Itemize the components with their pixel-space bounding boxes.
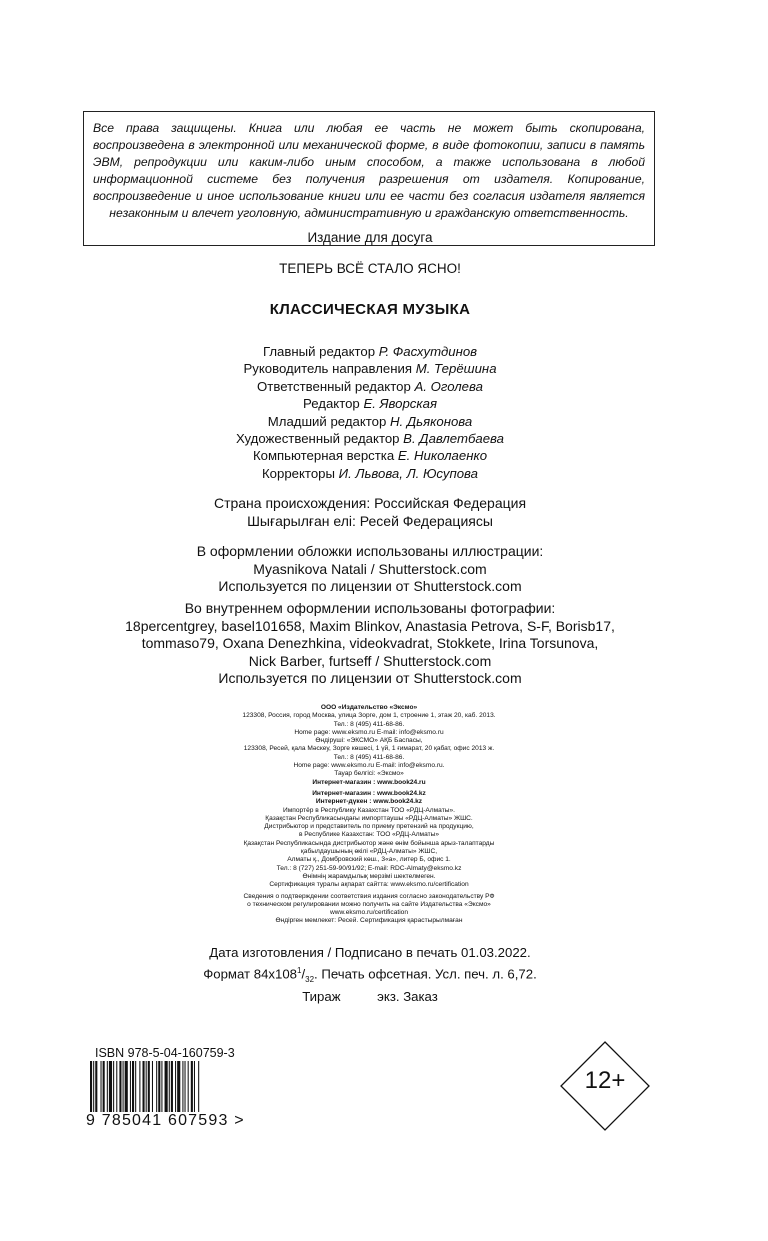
- staff-name: И. Львова, Л. Юсупова: [338, 465, 478, 481]
- publisher-line: Өндіруші: «ЭКСМО» АҚБ Баспасы,: [315, 737, 423, 745]
- cover-credit-line: Myasnikova Natali / Shutterstock.com: [253, 560, 487, 577]
- barcode-bar: [95, 1061, 97, 1116]
- barcode-bar: [169, 1061, 170, 1116]
- barcode-bar: [185, 1061, 186, 1116]
- barcode-bar: [148, 1061, 150, 1116]
- interior-credit-line: Используется по лицензии от Shutterstock.com: [218, 670, 522, 686]
- barcode-bar: [175, 1061, 176, 1116]
- cover-credits: [0, 543, 740, 596]
- book-title: КЛАССИЧЕСКАЯ МУЗЫКА: [269, 301, 471, 318]
- publisher-line: Home page: www.eksmo.ru E-mail: info@eksmo.ru: [294, 728, 444, 736]
- staff-row: [0, 413, 740, 430]
- staff-row: [0, 447, 740, 464]
- format-num: 1: [297, 965, 302, 975]
- staff-list: [0, 343, 740, 482]
- staff-name: М. Терёшина: [415, 361, 497, 377]
- barcode-bar: [177, 1061, 180, 1116]
- staff-name: А. Оголева: [414, 378, 483, 394]
- interior-credit-line: Во внутреннем оформлении использованы фотографии:: [184, 600, 556, 616]
- interior-credit-line: Nick Barber, furtseff / Shutterstock.com: [248, 652, 492, 669]
- publisher-line: Тел.: 8 (495) 411-68-86.: [333, 753, 405, 761]
- cover-credit-line: В оформлении обложки использованы иллюстрации:: [196, 543, 544, 559]
- barcode-bar: [130, 1061, 131, 1116]
- staff-name: Н. Дьяконова: [390, 413, 473, 429]
- barcode-bar: [90, 1061, 92, 1116]
- barcode-digits: 9 785041 607593 >: [86, 1112, 245, 1129]
- print-format: Формат $84x108^1/_{32}$. Печать офсетная. Усл. печ. л. 6,72.: [203, 965, 537, 984]
- staff-role: Главный редактор: [262, 344, 376, 359]
- format-prefix: Формат 84x108: [203, 965, 298, 981]
- barcode-bar: [139, 1061, 140, 1116]
- staff-row: [0, 360, 740, 377]
- staff-role: Компьютерная верстка: [252, 448, 395, 464]
- publisher-line: ООО «Издательство «Эксмо»: [320, 704, 418, 711]
- staff-role: Ответственный редактор: [257, 378, 411, 394]
- publisher-line: www.eksmo.ru/certification: [329, 909, 409, 917]
- publisher-line: Қазақстан Республикасындағы импорттаушы «РДЦ-Алматы» ЖШС.: [265, 814, 473, 822]
- staff-role: Руководитель направления: [243, 361, 413, 377]
- barcode-bar: [119, 1061, 121, 1116]
- barcode-bar: [93, 1061, 94, 1116]
- print-info: [0, 944, 740, 1006]
- barcode-bar: [171, 1061, 173, 1116]
- publisher-line: 123308, Россия, город Москва, улица Зорге, дом 1, строение 1, этаж 20, каб. 2013.: [242, 712, 496, 720]
- barcode-bar: [125, 1061, 128, 1116]
- origin-kz: Шығарылған елі: Ресей Федерациясы: [247, 512, 493, 529]
- format-suffix: . Печать офсетная. Усл. печ. л. 6,72.: [314, 965, 537, 981]
- age-rating: 12+: [584, 1067, 626, 1094]
- staff-row: [0, 465, 740, 482]
- barcode-bar: [182, 1061, 183, 1116]
- barcode-bar: [156, 1061, 157, 1116]
- publisher-line: Сведения о подтверждении соответствия издания согласно законодательству РФ: [243, 892, 495, 900]
- publisher-line: Интернет-магазин : www.book24.ru: [312, 778, 426, 786]
- publisher-line: Интернет-дүкен : www.book24.kz: [315, 798, 423, 806]
- barcode-bar: [152, 1061, 153, 1116]
- staff-row: [0, 395, 740, 412]
- barcode-bar: [165, 1061, 168, 1116]
- isbn-label: ISBN 978-5-04-160759-3: [95, 1046, 235, 1060]
- publisher-line: Интернет-магазин : www.book24.kz: [312, 789, 426, 797]
- interior-credit-line: 18percentgrey, basel101658, Maxim Blinkov, Anastasia Petrova, S-F, Borisb17,: [125, 617, 615, 634]
- barcode-bar: [198, 1061, 199, 1116]
- barcode-bar: [146, 1061, 147, 1116]
- staff-role: Корректоры: [262, 465, 335, 481]
- origin-ru: Страна происхождения: Российская Федерация: [213, 495, 527, 511]
- staff-row: [0, 378, 740, 395]
- barcode-bar: [135, 1061, 136, 1116]
- barcode-bar: [116, 1061, 117, 1116]
- publisher-line: Импортёр в Республику Казахстан ТОО «РДЦ-Алматы».: [283, 806, 455, 814]
- interior-credits: [0, 600, 740, 688]
- staff-row: [0, 430, 740, 447]
- barcode-bar: [194, 1061, 195, 1116]
- staff-role: Редактор: [302, 396, 360, 412]
- publisher-line: Home page: www.eksmo.ru E-mail: info@eksmo.ru.: [293, 762, 445, 770]
- origin-block: [0, 495, 740, 530]
- zakaz-label: экз. Заказ: [377, 989, 438, 1005]
- publisher-line: қабылдаушының өкілі «РДЦ-Алматы» ЖШС,: [300, 848, 438, 856]
- publisher-line: Дистрибьютор и представитель по приему претензий на продукцию,: [264, 823, 474, 831]
- publisher-line: Өнімнің жарамдылық мерзімі шектелмеген.: [302, 872, 436, 880]
- barcode: [90, 1061, 242, 1116]
- publisher-line: Өндірген мемлекет: Ресей. Сертификация қарастырылмаған: [275, 917, 463, 925]
- staff-name: Р. Фасхутдинов: [378, 344, 478, 359]
- edition-type: Издание для досуга: [307, 230, 433, 245]
- staff-role: Художественный редактор: [236, 431, 400, 447]
- staff-name: Е. Яворская: [363, 396, 438, 412]
- barcode-bar: [191, 1061, 193, 1116]
- staff-name: В. Давлетбаева: [403, 431, 504, 447]
- publisher-line: Қазақстан Республикасында дистрибьютор және өнім бойынша арыз-талаптарды: [243, 839, 495, 847]
- rights-notice: Все права защищены. Книга или любая ее часть не может быть скопирована, воспроизведена в электронной или механической форме, в виде фотокопии, записи в память ЭВМ, репродукции или каким-либо иным способом, а также использована в любой информационной системе без получения разрешения от издателя. Копирование, воспроизведение и иное использование книги или ее части без согласия издателя является незаконным и влечет уголовную, административную и гражданскую ответственность.: [83, 111, 655, 246]
- barcode-bar: [161, 1061, 162, 1116]
- barcode-bar: [123, 1061, 124, 1116]
- publisher-line: Тауар белгісі: «Эксмо»: [334, 770, 404, 778]
- publisher-line: Сертификация туралы ақпарат сайтта: www.eksmo.ru/certification: [269, 881, 469, 889]
- publisher-line: Алматы қ., Домбровский көш., 3«а», литер Б, офис 1.: [287, 856, 451, 864]
- print-date: Дата изготовления / Подписано в печать 01.03.2022.: [209, 945, 531, 960]
- barcode-bar: [109, 1061, 112, 1116]
- barcode-bar: [107, 1061, 108, 1116]
- staff-row: [0, 343, 740, 360]
- staff-name: Е. Николаенко: [397, 448, 488, 464]
- series-name: ТЕПЕРЬ ВСЁ СТАЛО ЯСНО!: [279, 261, 461, 276]
- barcode-bar: [158, 1061, 160, 1116]
- publisher-line: о техническом регулировании можно получить на сайте Издательства «Эксмо»: [247, 900, 491, 908]
- publisher-info: [0, 704, 738, 926]
- barcode-bar: [101, 1061, 102, 1116]
- tirazh-label: Тираж: [302, 989, 341, 1005]
- print-run: [0, 988, 740, 1006]
- interior-credit-line: tommaso79, Oxana Denezhkina, videokvadrat, Stokkete, Irina Torsunova,: [141, 635, 599, 651]
- barcode-bar: [143, 1061, 145, 1116]
- staff-role: Младший редактор: [267, 413, 387, 429]
- barcode-bar: [103, 1061, 105, 1116]
- publisher-line: 123308, Ресей, қала Мәскеу, Зорге көшесі, 1 үй, 1 ғимарат, 20 қабат, офис 2013 ж.: [243, 745, 495, 753]
- cover-credit-line: Используется по лицензии от Shutterstock.com: [218, 578, 522, 594]
- barcode-bar: [132, 1061, 134, 1116]
- barcode-bar: [188, 1061, 189, 1116]
- barcode-bar: [113, 1061, 114, 1116]
- format-den: 32: [305, 974, 315, 984]
- publisher-line: Тел.: 8 (727) 251-59-90/91/92; E-mail: RDC-Almaty@eksmo.kz: [276, 864, 462, 872]
- publisher-line: в Республике Казахстан: ТОО «РДЦ-Алматы»: [298, 831, 440, 839]
- publisher-line: Тел.: 8 (495) 411-68-86.: [333, 720, 405, 728]
